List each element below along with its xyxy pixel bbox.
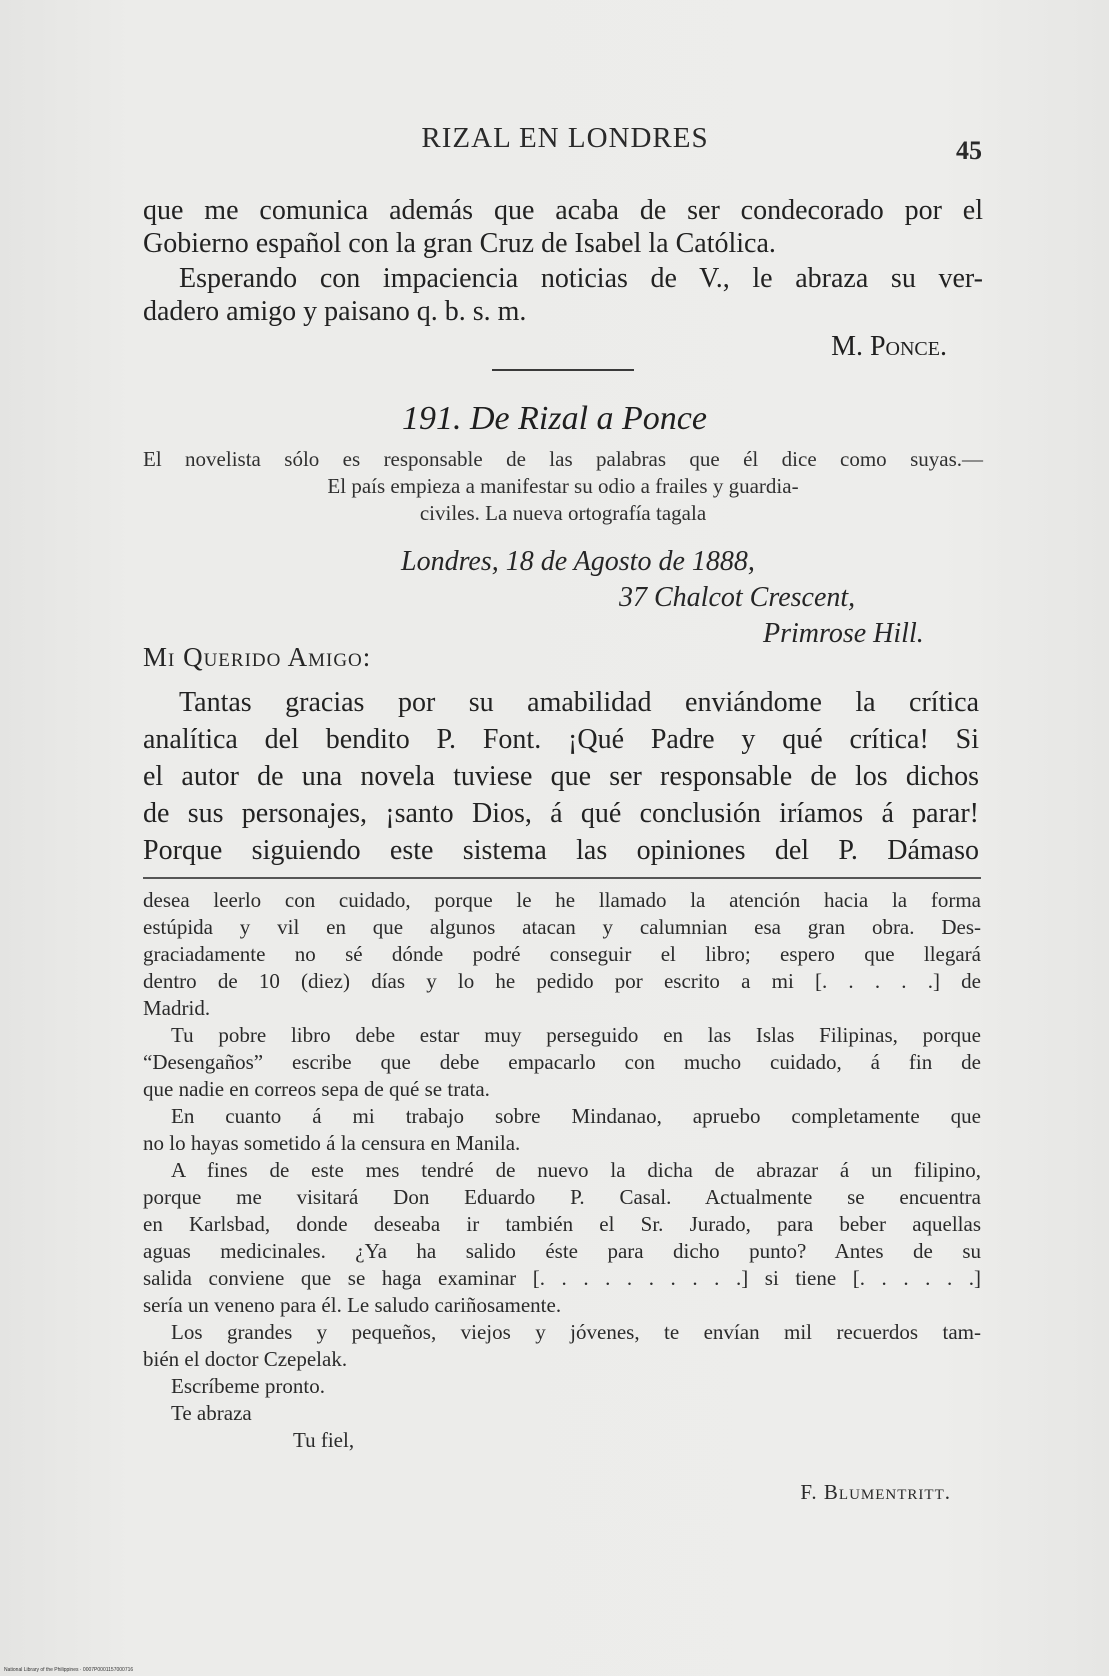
letter-summary bbox=[143, 446, 983, 527]
footnote-line: porque me visitará Don Eduardo P. Casal. Actualmente se encuentra bbox=[143, 1185, 981, 1209]
body-line: analítica del bendito P. Font. ¡Qué Padre y qué crítica! Si bbox=[143, 724, 979, 755]
footnote-line: estúpida y vil en que algunos atacan y calumnian esa gran obra. Des- bbox=[143, 915, 981, 939]
footnote-line: salida conviene que se haga examinar [. . . . . . . . . .] si tiene [. . . . . .] bbox=[143, 1266, 981, 1290]
footnote-rule bbox=[143, 877, 981, 879]
footnote-line: que nadie en correos sepa de qué se trata. bbox=[143, 1077, 490, 1101]
running-head: RIZAL EN LONDRES bbox=[421, 122, 709, 154]
summary-line: El país empieza a manifestar su odio a frailes y guardia- bbox=[327, 474, 799, 498]
footnote-line: dentro de 10 (diez) días y lo he pedido por escrito a mi [. . . . .] de bbox=[143, 969, 981, 993]
footnote-line: graciadamente no sé dónde podré conseguir el libro; espero que llegará bbox=[143, 942, 981, 966]
opening-line: Esperando con impaciencia noticias de V., le abraza su ver- bbox=[179, 263, 983, 294]
footnote-line: En cuanto á mi trabajo sobre Mindanao, apruebo completamente que bbox=[171, 1104, 981, 1128]
footnote-line: en Karlsbad, donde deseaba ir también el Sr. Jurado, para beber aquellas bbox=[143, 1212, 981, 1236]
footnote-line: bién el doctor Czepelak. bbox=[143, 1347, 348, 1371]
ponce-signature: M. Ponce. bbox=[831, 331, 947, 362]
footnote-closing: Tu fiel, bbox=[293, 1428, 355, 1452]
footnote-closing: Escríbeme pronto. bbox=[171, 1374, 325, 1398]
summary-line: civiles. La nueva ortografía tagala bbox=[419, 501, 707, 525]
body-line: de sus personajes, ¡santo Dios, á qué conclusión iríamos á parar! bbox=[143, 798, 979, 829]
letter-salutation: Mi Querido Amigo: bbox=[143, 642, 372, 672]
footnote-line: Tu pobre libro debe estar muy perseguido en las Islas Filipinas, porque bbox=[171, 1023, 981, 1047]
footnote-line: no lo hayas sometido á la censura en Manila. bbox=[143, 1131, 521, 1155]
letter-title: 191. De Rizal a Ponce bbox=[402, 400, 707, 437]
summary-line: El novelista sólo es responsable de las palabras que él dice como suyas.— bbox=[143, 447, 983, 471]
blumentritt-signature: F. Blumentritt. bbox=[800, 1480, 951, 1504]
scan-credit: National Library of the Philippines · 0007P0001157000716 bbox=[4, 1667, 134, 1673]
footnote-block bbox=[143, 887, 981, 1454]
footnote-line: Madrid. bbox=[143, 996, 211, 1020]
body-line: Tantas gracias por su amabilidad enviándome la crítica bbox=[179, 687, 979, 718]
letter-address-district: Primrose Hill. bbox=[763, 618, 924, 649]
footnote-line: “Desengaños” escribe que debe empacarlo con mucho cuidado, á fin de bbox=[143, 1050, 981, 1074]
footnote-closing: Te abraza bbox=[171, 1401, 252, 1425]
page-header bbox=[140, 122, 990, 165]
footnote-line: aguas medicinales. ¿Ya ha salido éste para dicho punto? Antes de su bbox=[143, 1239, 981, 1263]
letter-date: Londres, 18 de Agosto de 1888, bbox=[401, 546, 755, 577]
opening-line: que me comunica además que acaba de ser condecorado por el bbox=[143, 195, 983, 226]
footnote-line: A fines de este mes tendré de nuevo la dicha de abrazar á un filipino, bbox=[171, 1158, 981, 1182]
footnote-line: Los grandes y pequeños, viejos y jóvenes, te envían mil recuerdos tam- bbox=[171, 1320, 981, 1344]
letter-address-street: 37 Chalcot Crescent, bbox=[619, 582, 856, 613]
body-line: Porque siguiendo este sistema las opiniones del P. Dámaso bbox=[143, 835, 979, 866]
opening-line: Gobierno español con la gran Cruz de Isabel la Católica. bbox=[143, 228, 776, 259]
opening-line: dadero amigo y paisano q. b. s. m. bbox=[143, 296, 527, 327]
section-divider bbox=[492, 369, 634, 371]
body-line: el autor de una novela tuviese que ser responsable de los dichos bbox=[143, 761, 979, 792]
footnote-line: desea leerlo con cuidado, porque le he llamado la atención hacia la forma bbox=[143, 888, 981, 912]
opening-paragraph bbox=[143, 194, 983, 328]
footnote-line: sería un veneno para él. Le saludo cariñosamente. bbox=[143, 1293, 562, 1317]
page-number: 45 bbox=[956, 136, 982, 165]
letter-body bbox=[143, 684, 979, 869]
